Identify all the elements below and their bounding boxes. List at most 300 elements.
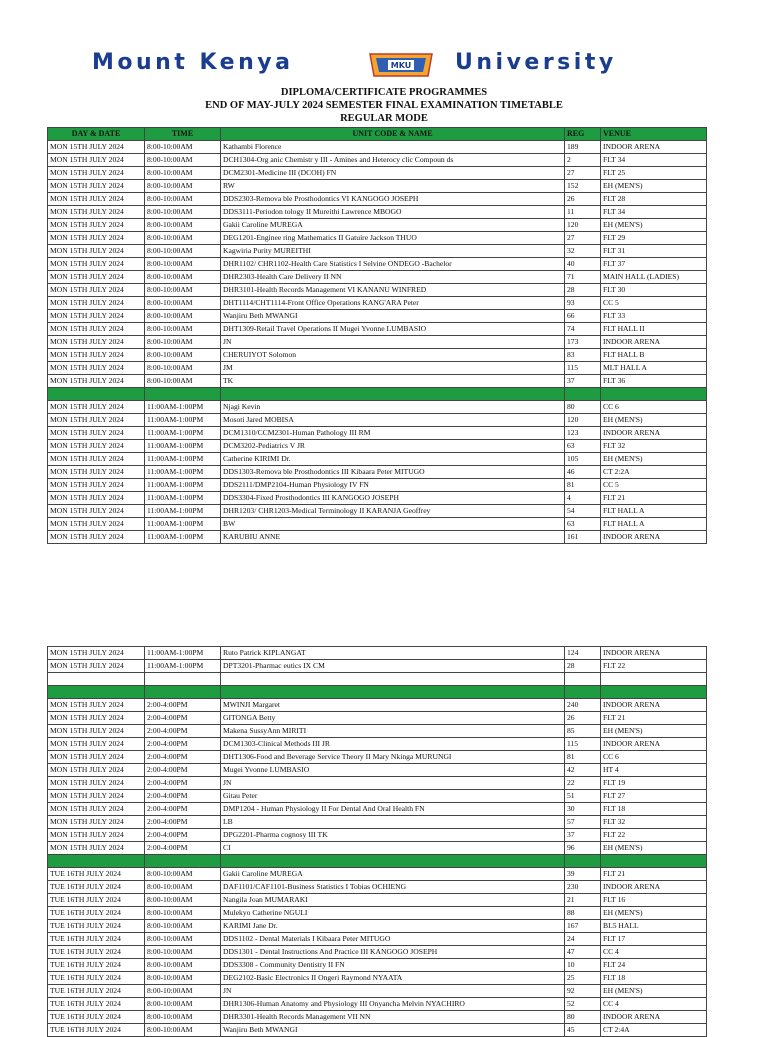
venue-cell: FLT 22 (601, 829, 707, 842)
time-cell: 8:00-10:00AM (145, 258, 221, 271)
separator-cell (565, 388, 601, 401)
table-row (48, 258, 707, 271)
day-cell: MON 15TH JULY 2024 (48, 284, 145, 297)
time-cell: 8:00-10:00AM (145, 310, 221, 323)
table-row (48, 894, 707, 907)
venue-cell: FLT 34 (601, 154, 707, 167)
venue-cell: INDOOR ARENA (601, 881, 707, 894)
unit-cell: Catherine KIRIMI Dr. (221, 453, 565, 466)
time-cell: 8:00-10:00AM (145, 1011, 221, 1024)
unit-cell: DDS1301 - Dental Instructions And Practice III KANGOGO JOSEPH (221, 946, 565, 959)
time-cell: 2:00-4:00PM (145, 790, 221, 803)
unit-cell: DCM2301-Medicine III (DCOH) FN (221, 167, 565, 180)
unit-cell: DPG2201-Pharma cognosy III TK (221, 829, 565, 842)
venue-cell: FLT 34 (601, 206, 707, 219)
day-cell: MON 15TH JULY 2024 (48, 440, 145, 453)
reg-cell: 115 (565, 738, 601, 751)
day-cell: MON 15TH JULY 2024 (48, 466, 145, 479)
reg-cell: 74 (565, 323, 601, 336)
day-cell: MON 15TH JULY 2024 (48, 362, 145, 375)
unit-cell: DMP1204 - Human Physiology II For Dental And Oral Health FN (221, 803, 565, 816)
venue-cell: FLT 36 (601, 375, 707, 388)
time-cell: 2:00-4:00PM (145, 803, 221, 816)
university-logo (0, 48, 768, 88)
reg-cell: 27 (565, 232, 601, 245)
separator-cell (565, 686, 601, 699)
unit-cell: DDS3304-Fixed Prosthodontics III KANGOGO JOSEPH (221, 492, 565, 505)
time-cell: 2:00-4:00PM (145, 699, 221, 712)
table-row (48, 518, 707, 531)
table-row (48, 816, 707, 829)
time-cell: 2:00-4:00PM (145, 816, 221, 829)
separator-cell (145, 388, 221, 401)
timetable-table-page1 (47, 127, 707, 544)
separator-cell (145, 686, 221, 699)
table-row (48, 232, 707, 245)
table-header-row (48, 128, 707, 141)
day-cell: MON 15TH JULY 2024 (48, 751, 145, 764)
time-cell: 8:00-10:00AM (145, 972, 221, 985)
separator-cell (221, 388, 565, 401)
separator-cell (221, 686, 565, 699)
venue-cell: FLT 33 (601, 310, 707, 323)
day-cell: MON 15TH JULY 2024 (48, 232, 145, 245)
reg-cell: 2 (565, 154, 601, 167)
crest-text: MKU (390, 61, 412, 70)
reg-cell: 71 (565, 271, 601, 284)
unit-cell: DDS3308 - Community Dentistry II FN (221, 959, 565, 972)
table-row (48, 193, 707, 206)
unit-cell: DDS1102 - Dental Materials I Kibaara Peter MITUGO (221, 933, 565, 946)
time-cell: 8:00-10:00AM (145, 933, 221, 946)
venue-cell: FLT 19 (601, 777, 707, 790)
day-cell: MON 15TH JULY 2024 (48, 518, 145, 531)
time-cell: 11:00AM-1:00PM (145, 414, 221, 427)
time-cell: 8:00-10:00AM (145, 219, 221, 232)
venue-cell: CC 4 (601, 998, 707, 1011)
unit-cell: Nangila Joan MUMARAKI (221, 894, 565, 907)
separator-cell (601, 686, 707, 699)
time-cell: 2:00-4:00PM (145, 777, 221, 790)
blank-row (48, 673, 707, 686)
venue-cell: CC 6 (601, 401, 707, 414)
venue-cell: FLT HALL II (601, 323, 707, 336)
reg-cell: 63 (565, 440, 601, 453)
venue-cell: MAIN HALL (LADIES) (601, 271, 707, 284)
table-row (48, 803, 707, 816)
time-cell: 8:00-10:00AM (145, 881, 221, 894)
timetable-table-page2 (47, 646, 707, 1037)
table-row (48, 375, 707, 388)
separator-cell (48, 686, 145, 699)
unit-cell: DCM3202-Pediatrics V JR (221, 440, 565, 453)
time-cell: 8:00-10:00AM (145, 154, 221, 167)
table-row (48, 751, 707, 764)
day-cell: MON 15TH JULY 2024 (48, 816, 145, 829)
venue-cell: FLT 28 (601, 193, 707, 206)
venue-cell: INDOOR ARENA (601, 647, 707, 660)
table-row (48, 868, 707, 881)
separator-cell (565, 855, 601, 868)
table-row (48, 647, 707, 660)
unit-cell: DDS3111-Periodon tology II Mureithi Lawrence MBOGO (221, 206, 565, 219)
day-cell: TUE 16TH JULY 2024 (48, 946, 145, 959)
reg-cell: 52 (565, 998, 601, 1011)
separator-cell (601, 855, 707, 868)
header-unit: UNIT CODE & NAME (221, 128, 565, 141)
unit-cell: DDS2111/DMP2104-Human Physiology IV FN (221, 479, 565, 492)
separator-cell (48, 388, 145, 401)
unit-cell: DCM1310/CCM2301-Human Pathology III RM (221, 427, 565, 440)
time-cell: 8:00-10:00AM (145, 868, 221, 881)
reg-cell: 88 (565, 907, 601, 920)
unit-cell: RW (221, 180, 565, 193)
unit-cell: DHT1309-Retail Travel Operations II Mugei Yvonne LUMBASIO (221, 323, 565, 336)
table-row (48, 310, 707, 323)
table-row (48, 271, 707, 284)
day-cell: MON 15TH JULY 2024 (48, 790, 145, 803)
day-cell: MON 15TH JULY 2024 (48, 349, 145, 362)
day-cell: MON 15TH JULY 2024 (48, 414, 145, 427)
venue-cell: EH (MEN'S) (601, 414, 707, 427)
day-cell: MON 15TH JULY 2024 (48, 258, 145, 271)
table-row (48, 453, 707, 466)
unit-cell: MWINJI Margaret (221, 699, 565, 712)
reg-cell: 66 (565, 310, 601, 323)
session-separator-row (48, 686, 707, 699)
table-row (48, 920, 707, 933)
venue-cell: FLT 25 (601, 167, 707, 180)
reg-cell: 32 (565, 245, 601, 258)
unit-cell: Kagwiria Purity MUREITHI (221, 245, 565, 258)
unit-cell: Mosoti Jared MOBISA (221, 414, 565, 427)
time-cell: 8:00-10:00AM (145, 946, 221, 959)
reg-cell: 57 (565, 816, 601, 829)
day-cell: MON 15TH JULY 2024 (48, 531, 145, 544)
unit-cell: Kathambi Florence (221, 141, 565, 154)
day-cell: MON 15TH JULY 2024 (48, 323, 145, 336)
table-row (48, 725, 707, 738)
unit-cell: CI (221, 842, 565, 855)
day-cell: MON 15TH JULY 2024 (48, 492, 145, 505)
table-row (48, 660, 707, 673)
reg-cell: 83 (565, 349, 601, 362)
reg-cell: 124 (565, 647, 601, 660)
venue-cell: FLT 21 (601, 712, 707, 725)
reg-cell: 85 (565, 725, 601, 738)
separator-cell (221, 673, 565, 686)
time-cell: 11:00AM-1:00PM (145, 505, 221, 518)
table-row (48, 907, 707, 920)
time-cell: 11:00AM-1:00PM (145, 401, 221, 414)
unit-cell: Mugei Yvonne LUMBASIO (221, 764, 565, 777)
venue-cell: FLT 32 (601, 440, 707, 453)
day-cell: MON 15TH JULY 2024 (48, 712, 145, 725)
reg-cell: 96 (565, 842, 601, 855)
time-cell: 8:00-10:00AM (145, 336, 221, 349)
day-cell: MON 15TH JULY 2024 (48, 647, 145, 660)
time-cell: 8:00-10:00AM (145, 193, 221, 206)
brand-name-right: University (455, 50, 617, 75)
time-cell: 11:00AM-1:00PM (145, 466, 221, 479)
venue-cell: CC 5 (601, 297, 707, 310)
separator-cell (48, 855, 145, 868)
table-row (48, 141, 707, 154)
day-cell: MON 15TH JULY 2024 (48, 803, 145, 816)
reg-cell: 92 (565, 985, 601, 998)
table-row (48, 998, 707, 1011)
reg-cell: 161 (565, 531, 601, 544)
time-cell: 8:00-10:00AM (145, 297, 221, 310)
table-row (48, 1011, 707, 1024)
table-row (48, 946, 707, 959)
reg-cell: 123 (565, 427, 601, 440)
unit-cell: DEG2102-Basic Electronics II Ongeri Raymond NYAATA (221, 972, 565, 985)
table-row (48, 154, 707, 167)
time-cell: 8:00-10:00AM (145, 985, 221, 998)
time-cell: 2:00-4:00PM (145, 738, 221, 751)
table-row (48, 297, 707, 310)
unit-cell: DAF1101/CAF1101-Business Statistics I Tobias OCHIENG (221, 881, 565, 894)
time-cell: 8:00-10:00AM (145, 245, 221, 258)
reg-cell: 120 (565, 414, 601, 427)
unit-cell: KARIMI Jane Dr. (221, 920, 565, 933)
unit-cell: Wanjiru Beth MWANGI (221, 310, 565, 323)
time-cell: 8:00-10:00AM (145, 894, 221, 907)
venue-cell: EH (MEN'S) (601, 725, 707, 738)
unit-cell: DHR1102/ CHR1102-Health Care Statistics I Selvine ONDEGO -Bachelor (221, 258, 565, 271)
programme-heading: DIPLOMA/CERTIFICATE PROGRAMMES (280, 87, 488, 98)
table-row (48, 219, 707, 232)
venue-cell: FLT 21 (601, 492, 707, 505)
day-cell: TUE 16TH JULY 2024 (48, 959, 145, 972)
venue-cell: EH (MEN'S) (601, 180, 707, 193)
day-cell: MON 15TH JULY 2024 (48, 453, 145, 466)
day-cell: TUE 16TH JULY 2024 (48, 1011, 145, 1024)
table-row (48, 842, 707, 855)
table-row (48, 777, 707, 790)
reg-cell: 167 (565, 920, 601, 933)
venue-cell: CT 2:2A (601, 466, 707, 479)
unit-cell: DHR3101-Health Records Management VI KANANU WINFRED (221, 284, 565, 297)
venue-cell: FLT 32 (601, 816, 707, 829)
unit-cell: DHT1306-Food and Beverage Service Theory II Mary Nkinga MURUNGI (221, 751, 565, 764)
table-row (48, 764, 707, 777)
time-cell: 11:00AM-1:00PM (145, 531, 221, 544)
day-cell: MON 15TH JULY 2024 (48, 427, 145, 440)
venue-cell: FLT 21 (601, 868, 707, 881)
table-row (48, 323, 707, 336)
reg-cell: 120 (565, 219, 601, 232)
day-cell: MON 15TH JULY 2024 (48, 829, 145, 842)
unit-cell: Njagi Kevin (221, 401, 565, 414)
reg-cell: 40 (565, 258, 601, 271)
venue-cell: FLT 17 (601, 933, 707, 946)
day-cell: TUE 16TH JULY 2024 (48, 907, 145, 920)
reg-cell: 230 (565, 881, 601, 894)
unit-cell: DPT3201-Pharmac eutics IX CM (221, 660, 565, 673)
time-cell: 8:00-10:00AM (145, 323, 221, 336)
time-cell: 8:00-10:00AM (145, 362, 221, 375)
unit-cell: LB (221, 816, 565, 829)
day-cell: TUE 16TH JULY 2024 (48, 1024, 145, 1037)
venue-cell: CC 5 (601, 479, 707, 492)
mode-heading: REGULAR MODE (340, 113, 428, 124)
day-cell: MON 15TH JULY 2024 (48, 297, 145, 310)
venue-cell: MLT HALL A (601, 362, 707, 375)
unit-cell: Gakii Caroline MUREGA (221, 219, 565, 232)
day-cell: MON 15TH JULY 2024 (48, 479, 145, 492)
time-cell: 8:00-10:00AM (145, 907, 221, 920)
day-cell: MON 15TH JULY 2024 (48, 375, 145, 388)
day-cell: MON 15TH JULY 2024 (48, 336, 145, 349)
unit-cell: JN (221, 985, 565, 998)
unit-cell: DDS1303-Remova ble Prosthodontics III Kibaara Peter MITUGO (221, 466, 565, 479)
unit-cell: DHR3301-Health Records Management VII NN (221, 1011, 565, 1024)
reg-cell: 26 (565, 712, 601, 725)
header-time: TIME (145, 128, 221, 141)
venue-cell: FLT 29 (601, 232, 707, 245)
table-row (48, 284, 707, 297)
unit-cell: Mulekyo Catherine NGULI (221, 907, 565, 920)
table-row (48, 180, 707, 193)
reg-cell: 54 (565, 505, 601, 518)
reg-cell: 22 (565, 777, 601, 790)
venue-cell: FLT 31 (601, 245, 707, 258)
time-cell: 11:00AM-1:00PM (145, 660, 221, 673)
venue-cell: EH (MEN'S) (601, 842, 707, 855)
day-cell: MON 15TH JULY 2024 (48, 777, 145, 790)
time-cell: 2:00-4:00PM (145, 751, 221, 764)
table-row (48, 479, 707, 492)
time-cell: 2:00-4:00PM (145, 829, 221, 842)
day-cell: MON 15TH JULY 2024 (48, 206, 145, 219)
reg-cell: 42 (565, 764, 601, 777)
venue-cell: FLT HALL A (601, 518, 707, 531)
day-cell: TUE 16TH JULY 2024 (48, 933, 145, 946)
venue-cell: FLT 27 (601, 790, 707, 803)
time-cell: 8:00-10:00AM (145, 232, 221, 245)
day-cell: TUE 16TH JULY 2024 (48, 894, 145, 907)
reg-cell: 80 (565, 401, 601, 414)
unit-cell: KARUBIU ANNE (221, 531, 565, 544)
time-cell: 8:00-10:00AM (145, 920, 221, 933)
venue-cell: EH (MEN'S) (601, 985, 707, 998)
time-cell: 2:00-4:00PM (145, 712, 221, 725)
reg-cell: 24 (565, 933, 601, 946)
separator-cell (565, 673, 601, 686)
reg-cell: 93 (565, 297, 601, 310)
unit-cell: BW (221, 518, 565, 531)
reg-cell: 115 (565, 362, 601, 375)
table-row (48, 933, 707, 946)
table-row (48, 505, 707, 518)
table-row (48, 790, 707, 803)
table-row (48, 206, 707, 219)
time-cell: 11:00AM-1:00PM (145, 518, 221, 531)
venue-cell: INDOOR ARENA (601, 738, 707, 751)
day-cell: TUE 16TH JULY 2024 (48, 998, 145, 1011)
reg-cell: 240 (565, 699, 601, 712)
table-row (48, 829, 707, 842)
day-cell: MON 15TH JULY 2024 (48, 725, 145, 738)
brand-name-left: Mount Kenya (92, 50, 294, 75)
time-cell: 8:00-10:00AM (145, 349, 221, 362)
day-cell: MON 15TH JULY 2024 (48, 271, 145, 284)
unit-cell: GITONGA Betty (221, 712, 565, 725)
reg-cell: 39 (565, 868, 601, 881)
venue-cell: INDOOR ARENA (601, 141, 707, 154)
unit-cell: Ruto Patrick KIPLANGAT (221, 647, 565, 660)
reg-cell: 30 (565, 803, 601, 816)
unit-cell: DCH1304-Org anic Chemistr y III - Amines and Heterocy clic Compoun ds (221, 154, 565, 167)
table-row (48, 959, 707, 972)
unit-cell: DEG1201-Enginee ring Mathematics II Gatuire Jackson THUO (221, 232, 565, 245)
table-row (48, 245, 707, 258)
day-cell: MON 15TH JULY 2024 (48, 842, 145, 855)
venue-cell: CC 4 (601, 946, 707, 959)
day-cell: MON 15TH JULY 2024 (48, 738, 145, 751)
unit-cell: JN (221, 336, 565, 349)
day-cell: MON 15TH JULY 2024 (48, 245, 145, 258)
reg-cell: 152 (565, 180, 601, 193)
table-row (48, 362, 707, 375)
separator-cell (145, 673, 221, 686)
day-cell: MON 15TH JULY 2024 (48, 154, 145, 167)
unit-cell: DDS2303-Remova ble Prosthodontics VI KANGOGO JOSEPH (221, 193, 565, 206)
venue-cell: FLT 18 (601, 972, 707, 985)
session-separator-row (48, 388, 707, 401)
timetable-title: END OF MAY-JULY 2024 SEMESTER FINAL EXAMINATION TIMETABLE (205, 100, 563, 111)
venue-cell: FLT 37 (601, 258, 707, 271)
time-cell: 8:00-10:00AM (145, 998, 221, 1011)
time-cell: 8:00-10:00AM (145, 206, 221, 219)
table-row (48, 414, 707, 427)
reg-cell: 46 (565, 466, 601, 479)
unit-cell: Gitau Peter (221, 790, 565, 803)
venue-cell: FLT HALL A (601, 505, 707, 518)
reg-cell: 27 (565, 167, 601, 180)
day-cell: MON 15TH JULY 2024 (48, 660, 145, 673)
unit-cell: JN (221, 777, 565, 790)
time-cell: 8:00-10:00AM (145, 1024, 221, 1037)
table-row (48, 1024, 707, 1037)
day-cell: MON 15TH JULY 2024 (48, 699, 145, 712)
day-cell: MON 15TH JULY 2024 (48, 180, 145, 193)
unit-cell: Makena SussyAnn MIRITI (221, 725, 565, 738)
separator-cell (48, 673, 145, 686)
separator-cell (601, 388, 707, 401)
header-reg: REG (565, 128, 601, 141)
reg-cell: 11 (565, 206, 601, 219)
time-cell: 8:00-10:00AM (145, 167, 221, 180)
venue-cell: CT 2:4A (601, 1024, 707, 1037)
unit-cell: DHR1306-Human Anatomy and Physiology III Onyancha Melvin NYACHIRO (221, 998, 565, 1011)
unit-cell: CHERUIYOT Solomon (221, 349, 565, 362)
time-cell: 11:00AM-1:00PM (145, 453, 221, 466)
venue-cell: INDOOR ARENA (601, 699, 707, 712)
table-row (48, 427, 707, 440)
time-cell: 11:00AM-1:00PM (145, 440, 221, 453)
unit-cell: Wanjiru Beth MWANGI (221, 1024, 565, 1037)
venue-cell: FLT 30 (601, 284, 707, 297)
reg-cell: 4 (565, 492, 601, 505)
time-cell: 11:00AM-1:00PM (145, 492, 221, 505)
day-cell: TUE 16TH JULY 2024 (48, 972, 145, 985)
day-cell: MON 15TH JULY 2024 (48, 505, 145, 518)
separator-cell (145, 855, 221, 868)
reg-cell: 45 (565, 1024, 601, 1037)
